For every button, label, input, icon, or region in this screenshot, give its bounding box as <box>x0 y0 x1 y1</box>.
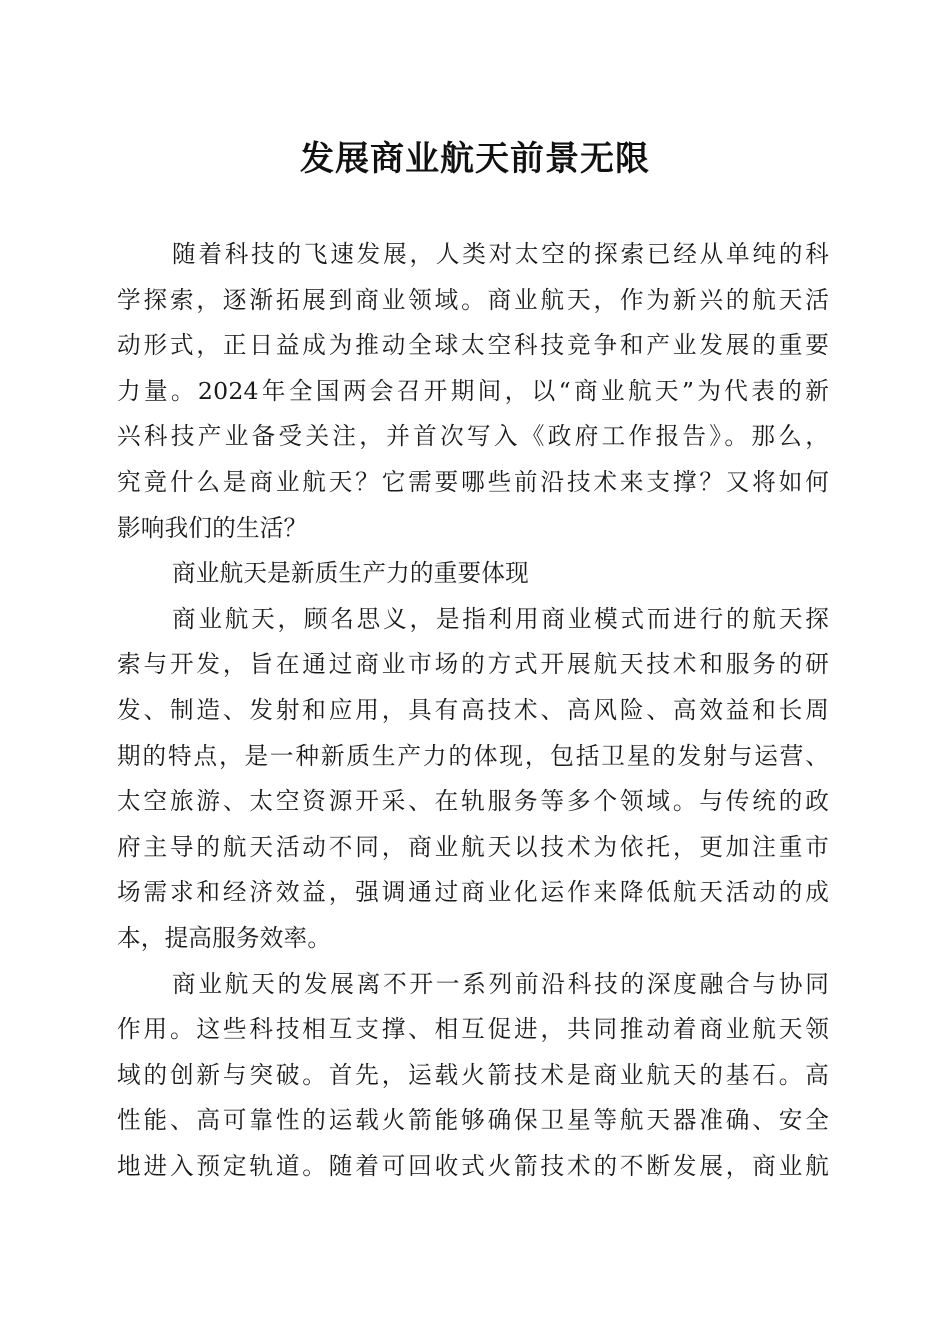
paragraph-technology <box>117 962 829 1190</box>
text-line: 影响我们的生活？ <box>117 513 308 542</box>
text-line: 商业航天，顾名思义，是指利用商业模式而进行的航天探 <box>172 604 829 633</box>
text-line: 期的特点，是一种新质生产力的体现，包括卫星的发射与运营、 <box>117 741 829 770</box>
paragraph-definition <box>117 597 829 962</box>
text-line: 学探索，逐渐拓展到商业领域。商业航天，作为新兴的航天活 <box>117 285 829 314</box>
text-line: 本，提高服务效率。 <box>117 923 332 952</box>
section-heading <box>117 551 829 597</box>
text-line: 究竟什么是商业航天？它需要哪些前沿技术来支撑？又将如何 <box>117 467 829 496</box>
text-line: 兴科技产业备受关注，并首次写入《政府工作报告》。那么， <box>117 422 829 451</box>
text-line: 场需求和经济效益，强调通过商业化运作来降低航天活动的成 <box>117 878 829 907</box>
text-line: 作用。这些科技相互支撑、相互促进，共同推动着商业航天领 <box>117 1015 829 1044</box>
text-line: 动形式，正日益成为推动全球太空科技竞争和产业发展的重要 <box>117 331 829 360</box>
text-line: 府主导的航天活动不同，商业航天以技术为依托，更加注重市 <box>117 832 829 861</box>
text-line: 随着科技的飞速发展，人类对太空的探索已经从单纯的科 <box>172 240 829 268</box>
document-title: 发展商业航天前景无限 <box>300 139 650 179</box>
text-line: 太空旅游、太空资源开采、在轨服务等多个领域。与传统的政 <box>117 787 829 816</box>
document-body <box>117 232 829 1189</box>
paragraph-intro <box>117 232 829 551</box>
text-line: 商业航天的发展离不开一系列前沿科技的深度融合与协同 <box>172 969 829 998</box>
text-line: 力量。2024年全国两会召开期间，以“商业航天”为代表的新 <box>117 376 829 405</box>
text-line: 发、制造、发射和应用，具有高技术、高风险、高效益和长周 <box>117 695 829 724</box>
text-line: 域的创新与突破。首先，运载火箭技术是商业航天的基石。高 <box>117 1060 829 1089</box>
text-line: 商业航天是新质生产力的重要体现 <box>172 559 529 588</box>
text-line: 索与开发，旨在通过商业市场的方式开展航天技术和服务的研 <box>117 650 829 679</box>
text-line: 性能、高可靠性的运载火箭能够确保卫星等航天器准确、安全 <box>117 1106 829 1135</box>
text-line: 地进入预定轨道。随着可回收式火箭技术的不断发展，商业航 <box>117 1151 829 1180</box>
